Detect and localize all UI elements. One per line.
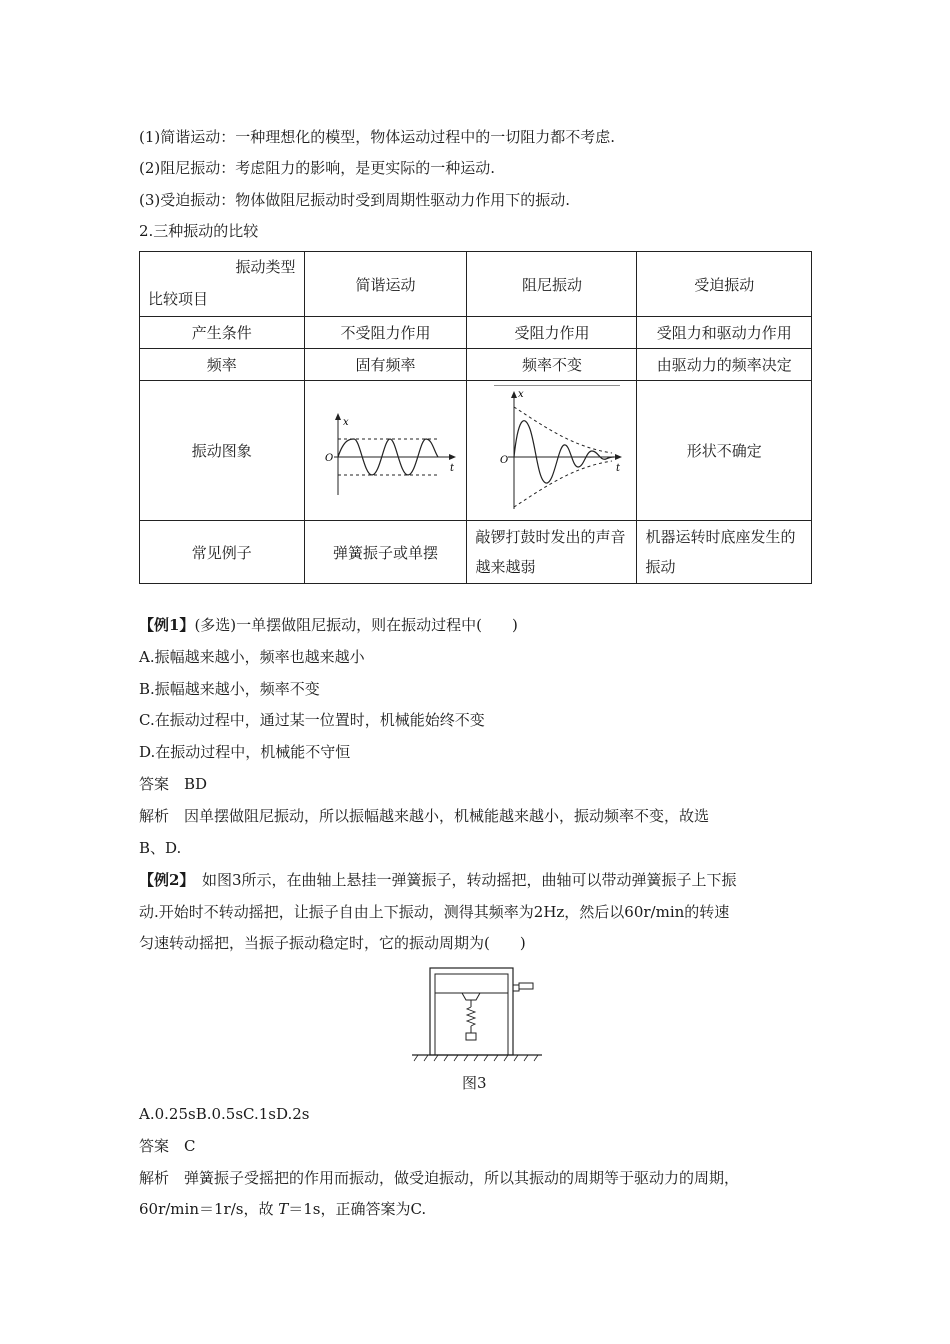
shm-graph — [310, 399, 460, 499]
example1-option-d: D.在振动过程中，机械能不守恒 — [139, 743, 351, 761]
analysis-period-symbol: T — [278, 1200, 289, 1218]
example2-analysis-2 — [139, 1199, 426, 1219]
damped-axis-t-label: t — [615, 462, 620, 474]
shm-origin-label: O — [325, 452, 334, 464]
comparison-table — [139, 251, 812, 584]
diagonal-header-cell — [140, 252, 305, 317]
col-header-shm: 简谐运动 — [304, 252, 467, 317]
example2-analysis-1: 解析 弹簧振子受摇把的作用而振动，做受迫振动，所以其振动的周期等于驱动力的周期， — [139, 1169, 740, 1187]
intro-item-3: (3)受迫振动：物体做阻尼振动时受到周期性驱动力作用下的振动. — [139, 191, 571, 209]
cell-frequency-damped: 频率不变 — [467, 349, 637, 381]
example2-stem-1 — [139, 870, 737, 890]
analysis-part-a: 60r/min＝1r/s，故 — [139, 1200, 279, 1218]
example1-option-b: B.振幅越来越小，频率不变 — [139, 680, 320, 698]
header-compare-item: 比较项目 — [148, 290, 209, 308]
figure-caption: 图3 — [462, 1074, 487, 1092]
example1-option-c: C.在振动过程中，通过某一位置时，机械能始终不变 — [139, 711, 485, 729]
row-label-condition: 产生条件 — [140, 317, 305, 349]
cell-graph-shm — [304, 381, 467, 521]
header-vibration-type: 振动类型 — [235, 258, 296, 276]
example1-answer: 答案 BD — [139, 775, 208, 793]
cell-condition-shm: 不受阻力作用 — [304, 317, 467, 349]
damped-graph — [472, 385, 632, 513]
example2-tag: 【例2】 — [139, 871, 187, 889]
analysis-part-b: ＝1s，正确答案为C. — [288, 1200, 427, 1218]
row-label-frequency: 频率 — [140, 349, 305, 381]
example2-options: A.0.25sB.0.5sC.1sD.2s — [139, 1105, 310, 1123]
cell-frequency-forced: 由驱动力的频率决定 — [637, 349, 812, 381]
section-heading: 2.三种振动的比较 — [139, 222, 259, 240]
row-label-examples: 常见例子 — [140, 521, 305, 584]
col-header-forced: 受迫振动 — [637, 252, 812, 317]
row-label-graph: 振动图象 — [140, 381, 305, 521]
cell-examples-forced: 机器运转时底座发生的振动 — [637, 521, 812, 584]
example2-stem-3: 匀速转动摇把，当振子振动稳定时，它的振动周期为( ) — [139, 934, 526, 952]
example2-answer: 答案 C — [139, 1137, 196, 1155]
damped-origin-label: O — [499, 454, 509, 466]
example1-question — [139, 615, 518, 635]
cell-frequency-shm: 固有频率 — [304, 349, 467, 381]
example1-analysis-1: 解析 因单摆做阻尼振动，所以振幅越来越小，机械能越来越小，振动频率不变，故选 — [139, 807, 710, 825]
example1-option-a: A.振幅越来越小，频率也越来越小 — [139, 648, 365, 666]
crank-spring-figure — [410, 963, 545, 1063]
cell-condition-damped: 受阻力作用 — [467, 317, 637, 349]
damped-axis-x-label: x — [517, 388, 524, 400]
cell-graph-damped — [467, 381, 637, 521]
cell-graph-forced: 形状不确定 — [637, 381, 812, 521]
example1-analysis-2: B、D. — [139, 839, 182, 857]
intro-item-2: (2)阻尼振动：考虑阻力的影响，是更实际的一种运动. — [139, 159, 496, 177]
cell-examples-damped: 敲锣打鼓时发出的声音越来越弱 — [467, 521, 637, 584]
intro-item-1: (1)简谐运动：一种理想化的模型，物体运动过程中的一切阻力都不考虑. — [139, 128, 616, 146]
cell-examples-shm: 弹簧振子或单摆 — [304, 521, 467, 584]
example2-stem-2: 动.开始时不转动摇把，让振子自由上下振动，测得其频率为2Hz，然后以60r/min的转速 — [139, 903, 730, 921]
col-header-damped: 阻尼振动 — [467, 252, 637, 317]
shm-axis-t-label: t — [450, 462, 455, 474]
example1-stem: (多选)一单摆做阻尼振动，则在振动过程中( ) — [194, 616, 518, 634]
example1-tag: 【例1】 — [139, 616, 195, 634]
cell-condition-forced: 受阻力和驱动力作用 — [637, 317, 812, 349]
shm-axis-x-label: x — [343, 416, 350, 428]
example2-stem-text: 如图3所示，在曲轴上悬挂一弹簧振子，转动摇把，曲轴可以带动弹簧振子上下振 — [186, 871, 737, 889]
